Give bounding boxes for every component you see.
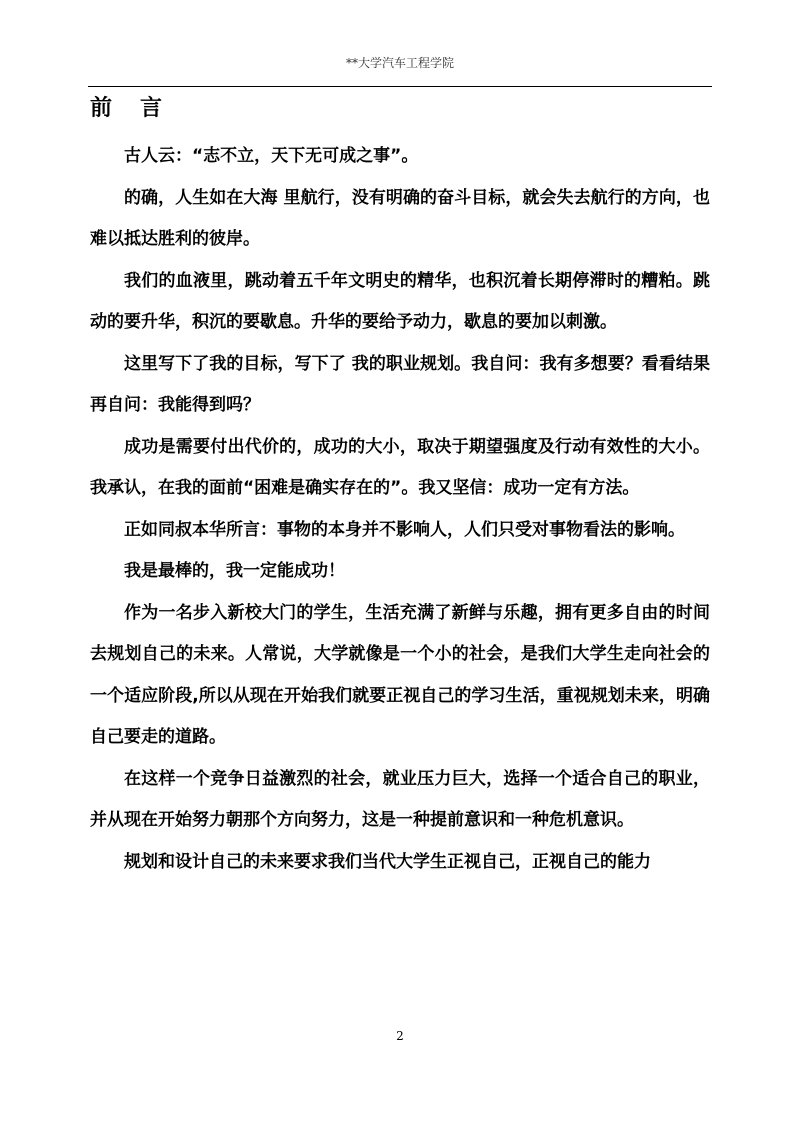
page-number: 2 [396,1029,404,1043]
paragraph-5: 成功是需要付出代价的，成功的大小，取决于期望强度及行动有效性的大小。我承认，在我的面前“困难是确实存在的”。我又坚信：成功一定有方法。 [90,436,710,498]
paragraph-8: 作为一名步入新校大门的学生，生活充满了新鲜与乐趣，拥有更多自由的时间去规划自己的未来。人常说，大学就像是一个小的社会，是我们大学生走向社会的一个适应阶段,所以从现在开始我们就要正视自己的学习生活，重视规划未来，明确自己要走的道路。 [90,602,710,747]
paragraph-2: 的确，人生如在大海 里航行，没有明确的奋斗目标，就会失去航行的方向，也难以抵达胜利的彼岸。 [90,187,710,249]
paragraph-10: 规划和设计自己的未来要求我们当代大学生正视自己，正视自己的能力 [124,851,651,872]
paragraph-1: 古人云：“志不立，天下无可成之事”。 [124,146,419,166]
paragraph-3: 我们的血液里，跳动着五千年文明史的精华，也积沉着长期停滞时的糟粕。跳动的要升华，积沉的要歇息。升华的要给予动力，歇息的要加以刺激。 [90,270,710,332]
paragraph-7: 我是最棒的，我一定能成功！ [124,561,345,581]
section-title: 前言 [90,96,191,121]
header-rule [88,86,712,87]
paragraph-6: 正如同叔本华所言：事物的本身并不影响人，人们只受对事物看法的影响。 [124,519,685,540]
paragraph-4: 这里写下了我的目标，写下了 我的职业规划。我自问：我有多想要？看看结果再自问：我能得到吗？ [90,353,710,415]
running-header: **大学汽车工程学院 [345,56,454,70]
body-text [90,136,710,883]
paragraph-9: 在这样一个竞争日益激烈的社会，就业压力巨大，选择一个适合自己的职业，并从现在开始努力朝那个方向努力，这是一种提前意识和一种危机意识。 [90,768,710,830]
